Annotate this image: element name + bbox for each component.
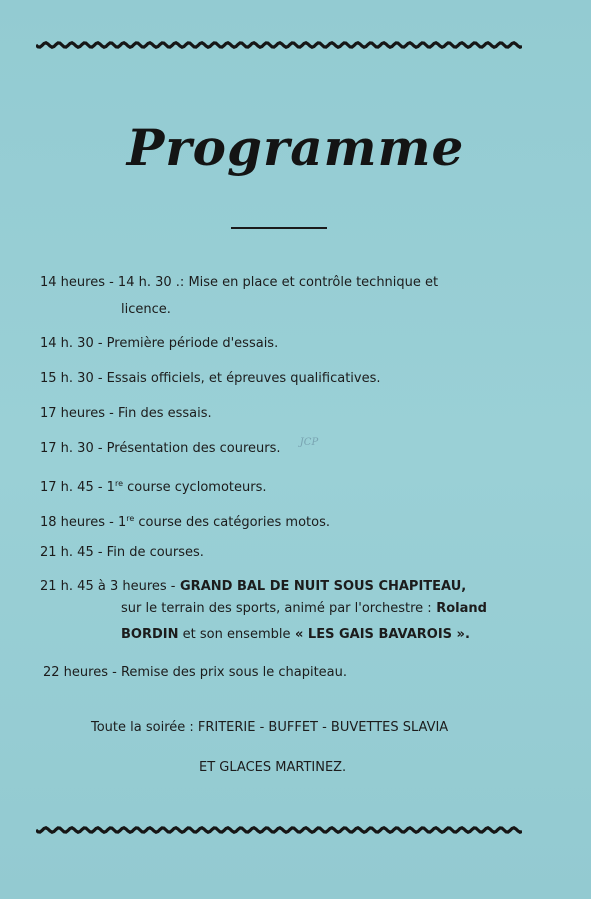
bottom-wavy-border [36, 823, 522, 837]
schedule-item-9-cont-2 [121, 627, 470, 643]
schedule-time: 18 heures - [40, 515, 114, 530]
schedule-time: 17 h. 45 - [40, 480, 103, 495]
top-wavy-border [36, 38, 522, 52]
ordinal-superscript: re [126, 514, 135, 523]
schedule-desc: course des catégories motos. [134, 515, 330, 530]
cont-text: et son ensemble [178, 627, 291, 642]
schedule-desc-bold: GRAND BAL DE NUIT SOUS CHAPITEAU, [175, 579, 467, 594]
schedule-time: 15 h. 30 - [40, 371, 103, 386]
schedule-item-7 [40, 511, 330, 531]
footer-line-1: Toute la soirée : FRITERIE - BUFFET - BUVETTES SLAVIA [91, 720, 449, 735]
schedule-desc-number: 1 [113, 515, 127, 530]
performer-last-name: BORDIN [121, 627, 179, 642]
schedule-time: 21 h. 45 - [40, 545, 103, 560]
schedule-time: 14 heures - 14 h. 30 .: [40, 275, 185, 290]
schedule-time: 17 h. 30 - [40, 441, 103, 456]
schedule-item-2 [40, 336, 278, 352]
band-name: « LES GAIS BAVAROIS ». [290, 627, 470, 642]
cont-text: sur le terrain des sports, animé par l'orchestre : [121, 601, 432, 616]
page-title: Programme [126, 118, 465, 177]
schedule-desc: Remise des prix sous le chapiteau. [116, 665, 348, 680]
schedule-time: 14 h. 30 - [40, 336, 103, 351]
stamp-mark: JCP [299, 437, 319, 448]
schedule-item-1-cont: licence. [121, 302, 171, 317]
schedule-item-5 [40, 441, 281, 457]
schedule-item-8 [40, 545, 204, 561]
schedule-desc: Essais officiels, et épreuves qualificatives. [102, 371, 381, 386]
schedule-item-4 [40, 406, 212, 422]
schedule-time: 22 heures - [43, 665, 117, 680]
schedule-item-9 [40, 579, 466, 595]
schedule-item-10 [43, 665, 347, 681]
schedule-time: 17 heures - [40, 406, 114, 421]
schedule-item-6 [40, 476, 266, 496]
title-underline [231, 227, 327, 229]
schedule-desc: Fin de courses. [102, 545, 204, 560]
schedule-time: 21 h. 45 à 3 heures - [40, 579, 176, 594]
footer-line-2: ET GLACES MARTINEZ. [199, 760, 347, 775]
schedule-item-3 [40, 371, 381, 387]
schedule-desc: Première période d'essais. [102, 336, 279, 351]
ordinal-superscript: re [114, 479, 123, 488]
schedule-desc: Mise en place et contrôle technique et [184, 275, 439, 290]
schedule-item-9-cont-1 [121, 601, 487, 617]
schedule-desc-number: 1 [102, 480, 115, 495]
schedule-desc: Présentation des coureurs. [102, 441, 281, 456]
schedule-item-1 [40, 275, 438, 291]
schedule-desc: Fin des essais. [113, 406, 212, 421]
performer-first-name: Roland [431, 601, 487, 616]
schedule-desc: course cyclomoteurs. [123, 480, 267, 495]
